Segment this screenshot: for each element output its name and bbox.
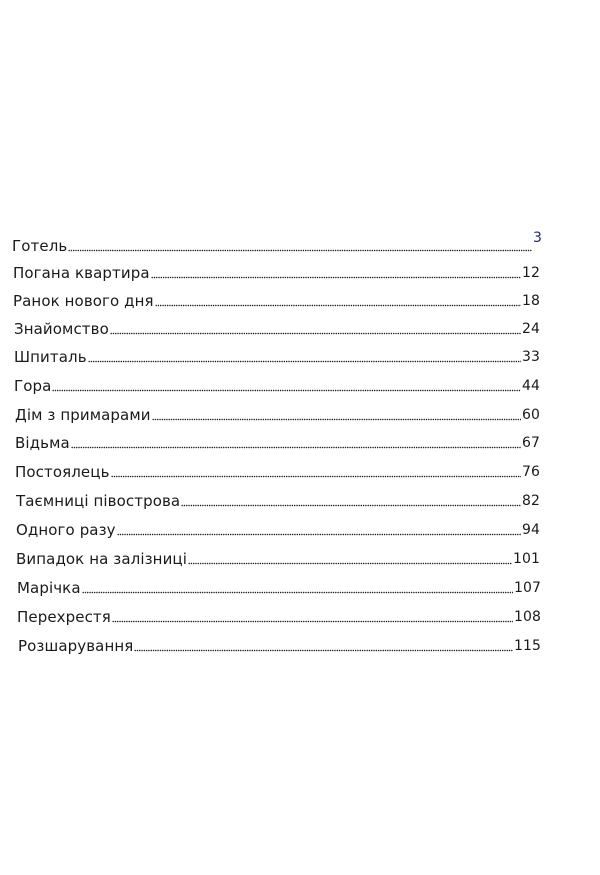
toc-dot-leader [68, 248, 532, 252]
toc-entry[interactable] [17, 603, 541, 625]
toc-entry[interactable] [15, 401, 540, 423]
toc-dot-leader [111, 474, 521, 478]
toc-entry-title: Марічка [17, 579, 81, 597]
toc-dot-leader [152, 417, 521, 421]
toc-dot-leader [82, 590, 513, 594]
toc-dot-leader [151, 275, 521, 279]
toc-entry[interactable] [16, 545, 540, 567]
toc-entry-page: 94 [521, 522, 540, 538]
toc-entry-page: 108 [513, 609, 541, 625]
toc-entry[interactable] [13, 259, 540, 281]
toc-dot-leader [181, 503, 521, 507]
toc-entry-title: Погана квартира [13, 264, 150, 282]
toc-entry-title: Таємниці півострова [16, 492, 181, 510]
toc-dot-leader [52, 388, 521, 392]
toc-entry-page: 60 [521, 407, 540, 423]
toc-entry-title: Дім з примарами [15, 406, 151, 424]
toc-entry-title: Відьма [15, 434, 70, 452]
toc-entry[interactable] [15, 429, 540, 451]
toc-entry[interactable] [16, 487, 540, 509]
toc-entry[interactable] [12, 232, 542, 254]
toc-entry-page: 115 [513, 638, 541, 654]
toc-entry-page: 12 [521, 265, 540, 281]
toc-entry-page: 107 [513, 580, 541, 596]
toc-entry-page: 76 [521, 464, 540, 480]
toc-entry-page: 44 [521, 378, 540, 394]
toc-entry-title: Знайомство [14, 320, 109, 338]
toc-entry[interactable] [14, 343, 540, 365]
toc-entry-title: Готель [12, 237, 68, 255]
toc-dot-leader [155, 303, 521, 307]
toc-entry-title: Ранок нового дня [13, 292, 154, 310]
toc-entry-page: 18 [521, 293, 540, 309]
toc-entry-page: 67 [521, 435, 540, 451]
toc-entry-title: Випадок на залізниці [16, 550, 188, 568]
toc-entry[interactable] [14, 372, 540, 394]
toc-entry[interactable] [17, 574, 541, 596]
toc-entry-title: Шпиталь [14, 348, 87, 366]
toc-entry-title: Одного разу [16, 521, 116, 539]
toc-dot-leader [88, 359, 521, 363]
toc-entry[interactable] [15, 458, 540, 480]
toc-dot-leader [112, 619, 513, 623]
toc-dot-leader [110, 331, 521, 335]
toc-entry-page: 24 [521, 321, 540, 337]
toc-entry-title: Розшарування [18, 637, 134, 655]
toc-dot-leader [117, 532, 521, 536]
toc-entry[interactable] [13, 287, 540, 309]
toc-dot-leader [71, 445, 521, 449]
toc-entry[interactable] [16, 516, 540, 538]
toc-entry-title: Гора [14, 377, 52, 395]
toc-entry-page: 3 [532, 230, 542, 246]
toc-entry-title: Перехрестя [17, 608, 111, 626]
toc-entry[interactable] [14, 315, 540, 337]
toc-entry[interactable] [18, 632, 541, 654]
toc-dot-leader [188, 561, 512, 565]
toc-entry-page: 33 [521, 349, 540, 365]
toc-entry-page: 82 [521, 493, 540, 509]
toc-entry-title: Постоялець [15, 463, 110, 481]
toc-entry-page: 101 [512, 551, 540, 567]
toc-dot-leader [134, 648, 513, 652]
